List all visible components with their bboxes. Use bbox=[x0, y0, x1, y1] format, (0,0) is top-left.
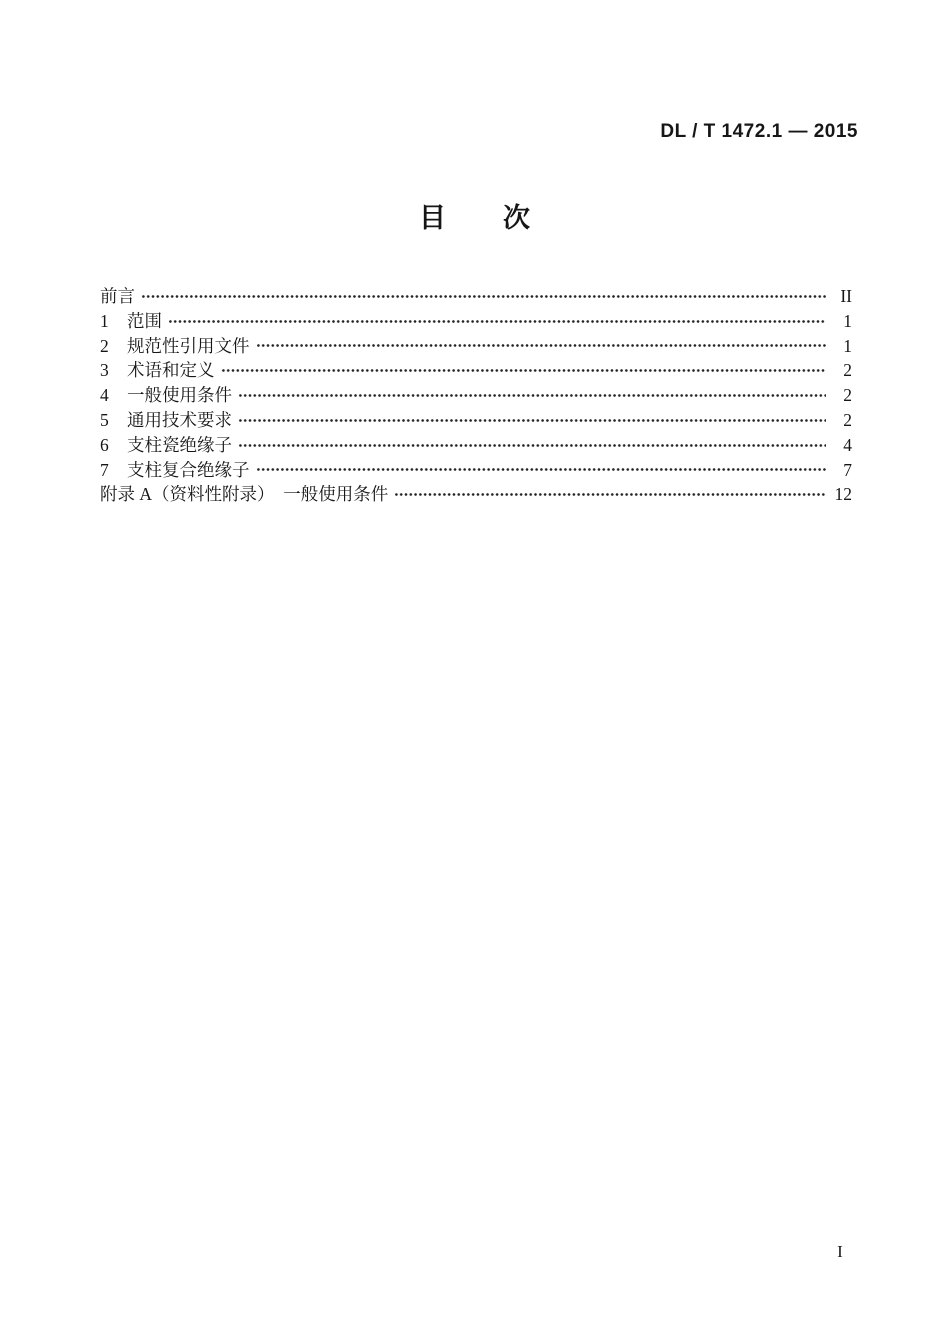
leader-dots bbox=[141, 288, 826, 306]
toc-entry-appendix-a bbox=[100, 482, 852, 507]
toc-entry-page: 2 bbox=[843, 409, 852, 430]
toc-entry-porcelain-post-insulators bbox=[100, 433, 852, 458]
toc-entry-page: 12 bbox=[834, 484, 852, 505]
toc-entry-label: 支柱复合绝缘子 bbox=[127, 459, 250, 480]
leader-dots bbox=[256, 337, 827, 355]
leader-dots bbox=[221, 362, 827, 380]
toc-entry-label: 术语和定义 bbox=[127, 360, 215, 381]
toc-entry-terms-definitions bbox=[100, 358, 852, 383]
leader-dots bbox=[238, 412, 826, 430]
leader-dots bbox=[168, 312, 826, 330]
toc-entry-label: 规范性引用文件 bbox=[127, 335, 250, 356]
toc-entry-number: 2 bbox=[100, 335, 109, 356]
toc-entry-normative-references bbox=[100, 334, 852, 359]
toc-entry-number: 5 bbox=[100, 409, 109, 430]
toc-entry-general-technical-requirements bbox=[100, 408, 852, 433]
toc-entry-number: 3 bbox=[100, 360, 109, 381]
toc-entry-label: 附录 A（资料性附录） 一般使用条件 bbox=[100, 484, 389, 505]
toc-entry-number: 1 bbox=[100, 310, 109, 331]
toc-entry-general-conditions bbox=[100, 383, 852, 408]
toc-entry-label: 前言 bbox=[100, 286, 135, 306]
toc-entry-label: 通用技术要求 bbox=[127, 409, 232, 430]
toc-entry-number: 4 bbox=[100, 385, 109, 406]
toc-entry-label: 支柱瓷绝缘子 bbox=[127, 434, 232, 455]
document-number: DL / T 1472.1 — 2015 bbox=[660, 121, 858, 142]
toc-entry-page: 4 bbox=[843, 434, 852, 455]
toc-entry-label: 一般使用条件 bbox=[127, 385, 232, 406]
leader-dots bbox=[238, 436, 826, 454]
toc-entry-page: 1 bbox=[843, 335, 852, 356]
toc-entry-number: 6 bbox=[100, 434, 109, 455]
toc-entry-page: 1 bbox=[843, 310, 852, 331]
toc-entry-composite-post-insulators bbox=[100, 458, 852, 483]
toc-entry-page: 7 bbox=[843, 459, 852, 480]
leader-dots bbox=[238, 387, 826, 405]
toc-entry-page: II bbox=[840, 286, 852, 306]
toc-entry-number: 7 bbox=[100, 459, 109, 480]
toc-entry-scope bbox=[100, 309, 852, 334]
footer-page-number: I bbox=[837, 1242, 843, 1261]
toc-entry-label: 范围 bbox=[127, 310, 162, 331]
page-title: 目 次 bbox=[419, 203, 531, 233]
leader-dots bbox=[256, 461, 827, 479]
toc-entry-page: 2 bbox=[843, 360, 852, 381]
table-of-contents bbox=[100, 284, 852, 507]
toc-entry-foreword bbox=[100, 284, 852, 309]
toc-entry-page: 2 bbox=[843, 385, 852, 406]
leader-dots bbox=[394, 486, 826, 504]
